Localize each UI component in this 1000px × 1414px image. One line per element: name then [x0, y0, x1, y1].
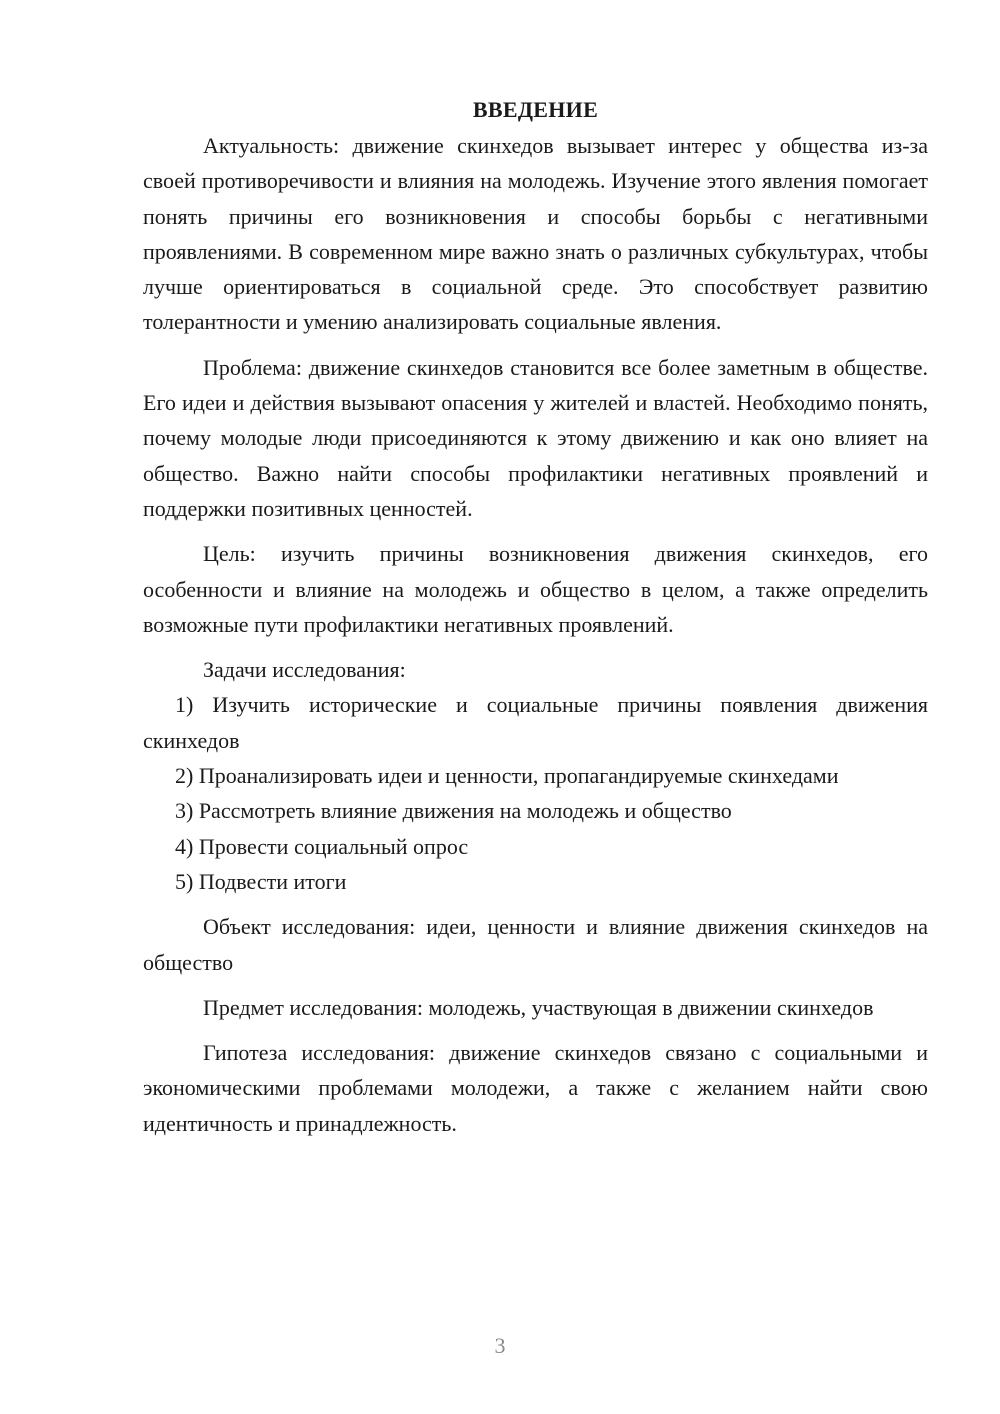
task-item: 5) Подвести итоги [175, 868, 347, 894]
hypothesis-paragraph: Гипотеза исследования: движение скинхедов связано с социальными и экономическими проблемами молодежи, а также с желанием найти свою идентичность и принадлежность. [143, 1040, 928, 1136]
task-item: 2) Проанализировать идеи и ценности, пропагандируемые скинхедами [175, 763, 839, 789]
task-item: 4) Провести социальный опрос [175, 833, 469, 859]
task-item: 3) Рассмотреть влияние движения на молодежь и общество [175, 798, 732, 824]
problem-paragraph: Проблема: движение скинхедов становится все более заметным в обществе. Его идеи и действия вызывают опасения у жителей и властей. Необходимо понять, почему молодые люди присоединяются к этому движению и как оно влияет на общество. Важно найти способы профилактики негативных проявлений и поддержки позитивных ценностей. [143, 354, 928, 521]
page-number: 3 [494, 1333, 506, 1358]
object-paragraph: Объект исследования: идеи, ценности и влияние движения скинхедов на общество [143, 914, 928, 975]
tasks-title: Задачи исследования: [203, 657, 406, 683]
task-item: 1) Изучить исторические и социальные причины появления движения скинхедов [143, 692, 928, 753]
section-heading: ВВЕДЕНИЕ [472, 97, 599, 122]
goal-paragraph: Цель: изучить причины возникновения движения скинхедов, его особенности и влияние на молодежь и общество в целом, а также определить возможные пути профилактики негативных проявлений. [143, 541, 928, 637]
subject-paragraph: Предмет исследования: молодежь, участвующая в движении скинхедов [203, 994, 874, 1020]
document-page [143, 92, 928, 1141]
relevance-paragraph: Актуальность: движение скинхедов вызывает интерес у общества из-за своей противоречивости и влияния на молодежь. Изучение этого явления помогает понять причины его возникновения и способы борьбы с негативными проявлениями. В современном мире важно знать о различных субкультурах, чтобы лучше ориентироваться в социальной среде. Это способствует развитию толерантности и умению анализировать социальные явления. [143, 133, 928, 335]
